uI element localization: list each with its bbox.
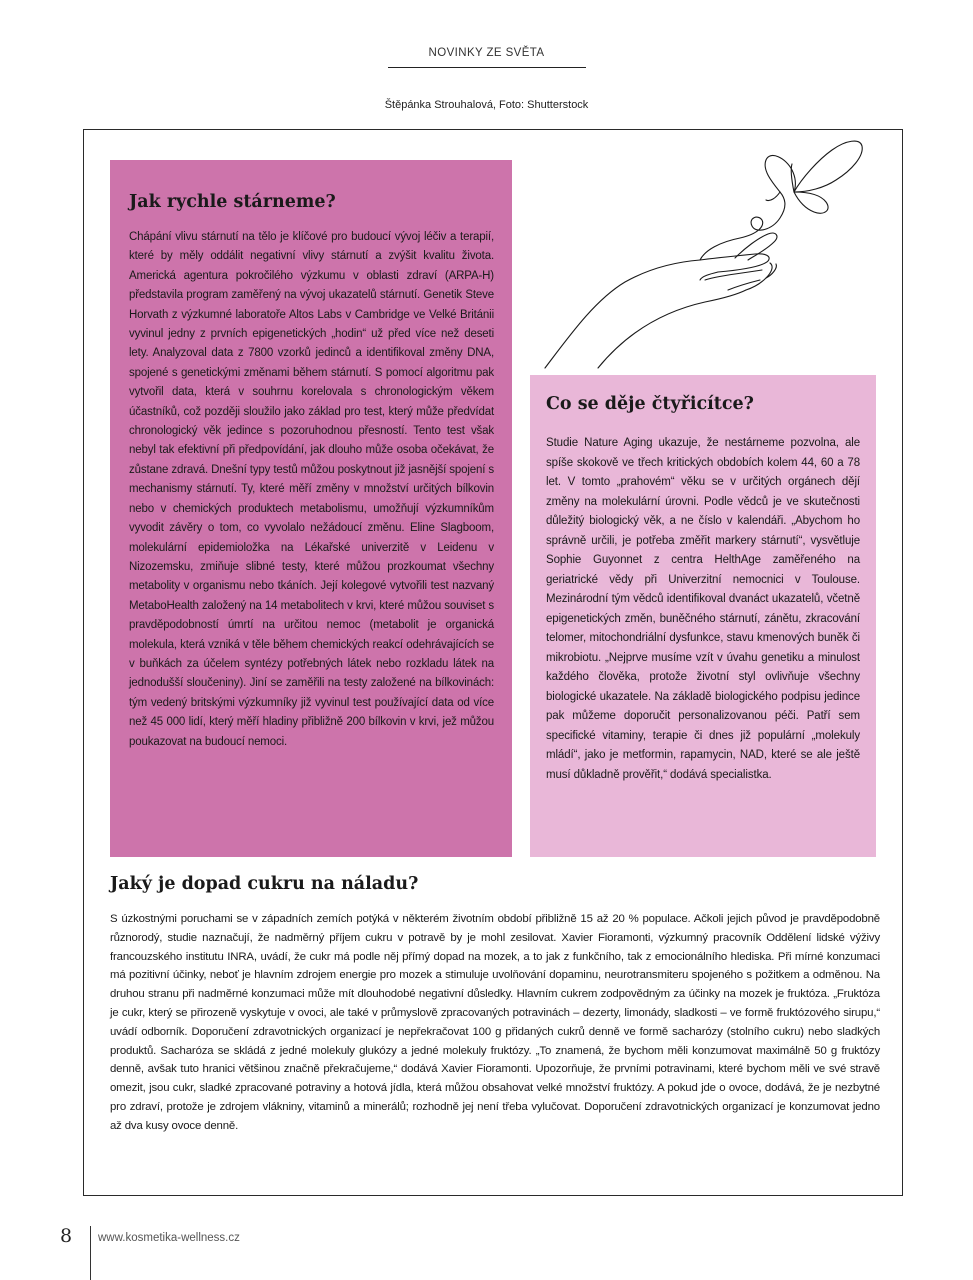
page-number: 8 [60,1225,73,1247]
byline: Štěpánka Strouhalová, Foto: Shutterstock [384,99,589,111]
footer-url[interactable]: www.kosmetika-wellness.cz [98,1232,240,1244]
aging-speed-text: Chápání vlivu stárnutí na tělo je klíčové pro budoucí vývoj léčiv a terapií, které by měly oddálit negativní vlivy stárnutí a zvýšit kvalitu života. Americká agentura pokročilého výzkumu v oblasti zdraví (ARPA-H) představila program zaměřený na vývoj ukazatelů stárnutí. Genetik Steve Horvath z výzkumné laboratoře Altos Labs v Cambridge ve Velké Británii vyvinul jedny z prvních epigenetických „hodin“ už před více než deseti lety. Analyzoval data z 7800 vzorků jedinců a identifikoval změny DNA, spojené s genetickými změnami během stárnutí. S pomocí algoritmu pak vytvořil data, která v souhrnu korelovala s chronologickým věkem účastníků, což později sloužilo jako základ pro test, který může předvídat chronologický věk jedince s pozoruhodnou přesností. Tento test však nebyl tak efektivní při předpovídání, jak dlouho může osoba očekávat, že zůstane zdravá. Dnešní typy testů můžou poskytnout již jasnější spojení s mechanismy stárnutí. Ty, které měří změny v množství určitých bílkovin nebo v chemických produktech metabolismu, umožňují výzkumníkům vyvodit závěry o tom, co vyvolalo nežádoucí změnu. Eline Slagboom, molekulární epidemioložka na Lékařské univerzitě v Leidenu v Nizozemsku, zmiňuje slibné testy, které můžou prozkoumat všechny metabolity v organismu nebo tkáních. Její kolegové vytvořili test nazvaný MetaboHealth založený na 14 metabolitech v krvi, které můžou souviset s pravděpodobností úmrtí na určitou nemoc (metabolit je organická molekula, která vzniká v těle během chemických reakcí odehrávajících se v buňkách za účelem syntézy potřebných látek nebo rozkladu látek na jednodušší sloučeniny). Jiní se zaměřili na testy založené na bílkovinách: tým vedený britskými výzkumníky již vyvinul test používající data od více než 45 000 lidí, který měří hladiny přibližně 200 bílkovin v krvi, jež můžou poukazovat na budoucí nemoci. [129,231,494,748]
sugar-mood-text: S úzkostnými poruchami se v západních zemích potýká v některém životním období přibližně 15 až 20 % populace. Ačkoli jejich původ je pravděpodobně různorodý, studie naznačují, že nadměrný příjem cukru v potravě by je mohl zesilovat. Xavier Fioramonti, výzkumný pracovník Oddělení lidské výživy francouzského institutu INRA, uvádí, že cukr má podle něj přímý dopad na mozek, a to jak z funkčního, tak z emocionálního hlediska. Při mírné konzumaci má pozitivní účinky, neboť je hlavním zdrojem energie pro mozek a stimuluje uvolňování dopaminu, neurotransmiteru spojeného s požitkem a odměnou. Na druhou stranu při nadměrné konzumaci může mít dlouhodobé negativní důsledky. Hlavním cukrem zodpovědným za účinky na mozek je fruktóza. „Fruktóza je cukr, který se přirozeně vyskytuje v ovoci, ale také v průmyslově zpracovaných potravinách – dezerty, limonády, sladkosti – ve formě fruktózového sirupu,“ uvádí odborník. Doporučení zdravotnických organizací je nepřekračovat 100 g přidaných cukrů denně ve formě sacharózy (stolního cukru) nebo sladkých produktů. Sacharóza se skládá z jedné molekuly glukózy a jedné molekuly fruktózy. „To znamená, že bychom měli konzumovat maximálně 50 g fruktózy denně, avšak tuto hranici většinou značně překračujeme,“ dodává Xavier Fioramonti. Upozorňuje, že prvními potravinami, které bychom měli ve své stravě omezit, jsou cukr, sladké zpracované potraviny a hotová jídla, která můžou obsahovat velké množství fruktózy. A pokud jde o ovoce, dodává, že je nezbytné pro zdraví, protože je zdrojem vlákniny, vitaminů a minerálů; rozhodně jej není třeba vylučovat. Doporučení zdravotnických organizací je konzumovat jedno až dva kusy ovoce denně. [110,913,880,1132]
forties-text: Studie Nature Aging ukazuje, že nestárneme pozvolna, ale spíše skokově ve třech kritických obdobích kolem 44, 60 a 78 let. V tomto „prahovém“ věku se v určitých orgánech dějí změny na molekulární úrovni. Podle vědců je ve skutečnosti důležitý biologický věk, a ne číslo v kalendáři. „Abychom ho správně určili, je potřeba změřit markery stárnutí“, vysvětluje Sophie Guyonnet z centra HelthAge zaměřeného na geriatrické vědy při Univerzitní nemocnici v Toulouse. Mezinárodní tým vědců identifikoval dvanáct ukazatelů, včetně epigenetických změn, buněčného stárnutí, zánětu, zkracování telomer, mitochondriální dysfunkce, stavu kmenových buněk či mikrobiotu. „Nejprve musíme vzít v úvahu genetiku a minulost každého člověka, protože životní styl ovlivňuje všechny biologické ukazatele. Na základě biologického podpisu jedince pak můžeme doporučit personalizovanou péči. Patří sem specifické vitaminy, terapie či dnes již populární „molekuly mládí“, jako je metformin, rapamycin, NAD, které se ale ještě musí důkladně prověřit,“ dodává specialistka. [546,437,860,781]
section-rule [388,67,586,68]
sugar-mood-title: Jaký je dopad cukru na náladu? [110,874,419,894]
forties-title: Co se děje čtyřicítce? [546,394,754,414]
aging-speed-title: Jak rychle stárneme? [129,192,336,212]
section-label: NOVINKY ZE SVĚTA [428,47,545,59]
aging-speed-box [110,160,512,857]
footer-rule [90,1226,91,1280]
hand-butterfly-line-art-icon [540,130,880,375]
forties-box [530,375,876,857]
